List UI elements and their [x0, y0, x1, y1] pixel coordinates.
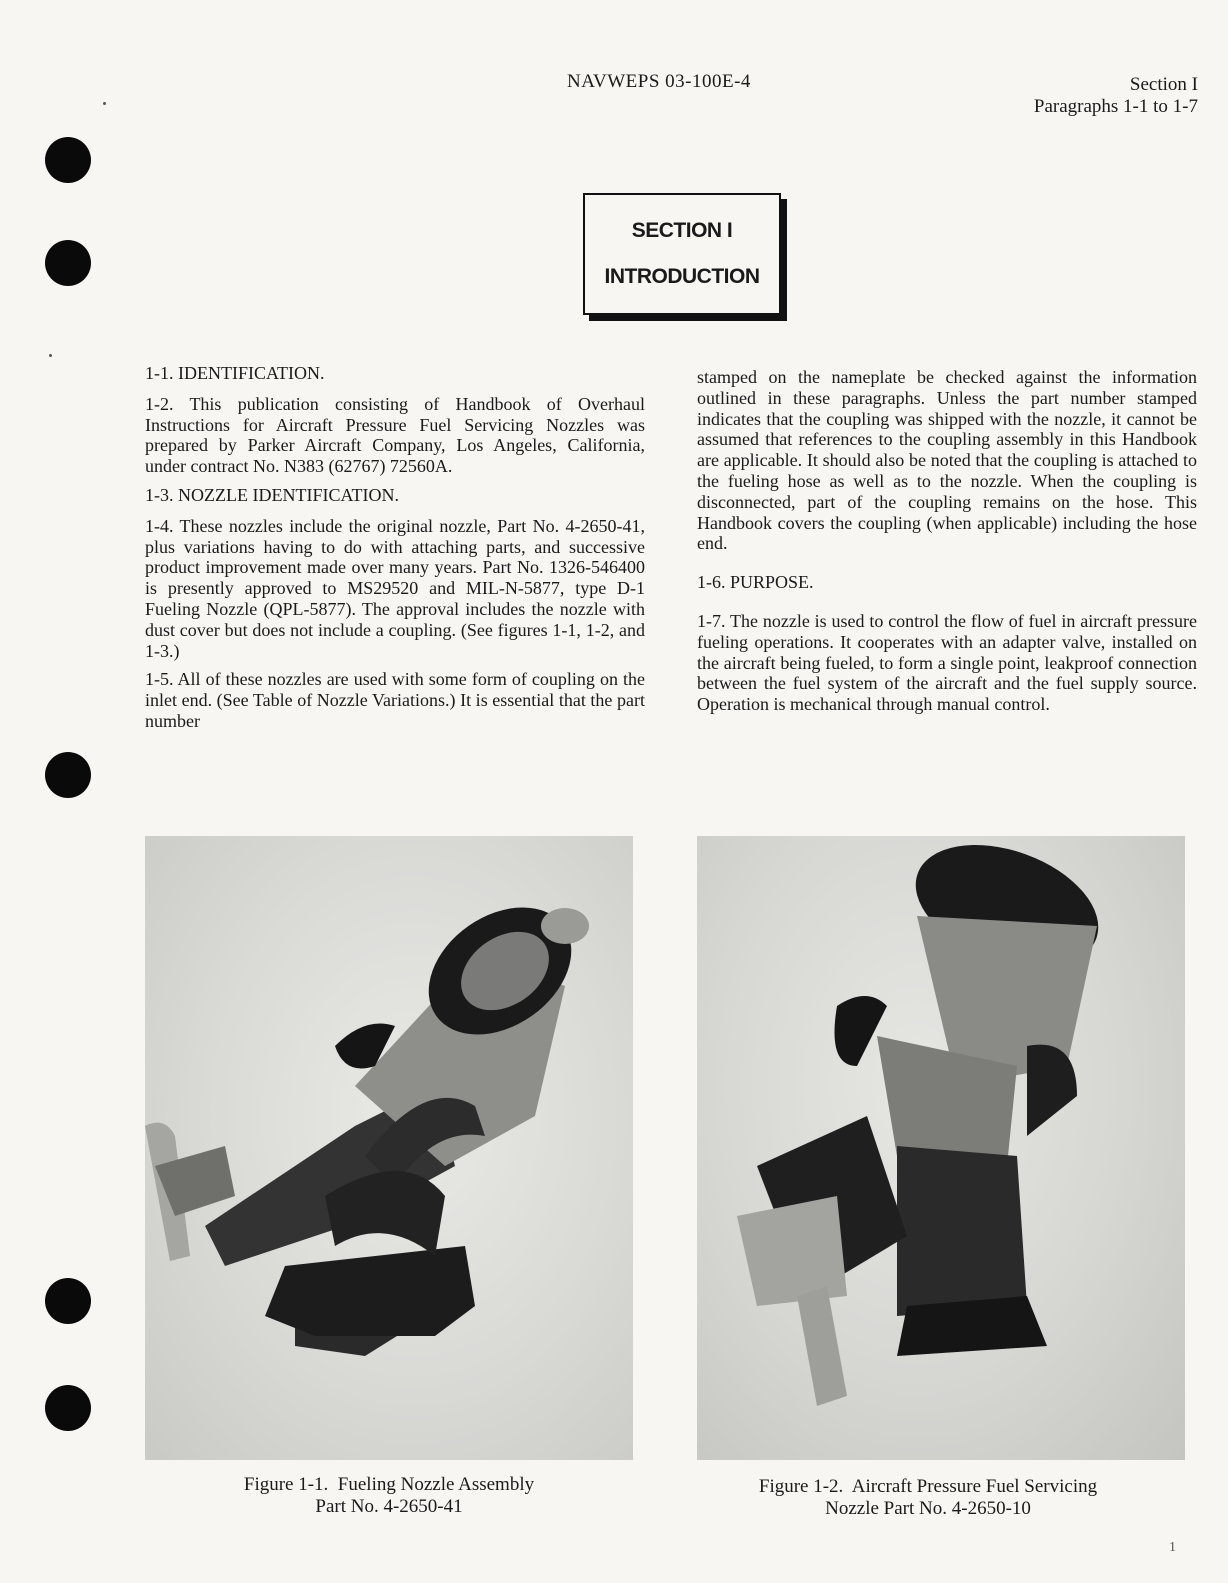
paragraphs-label: Paragraphs 1-1 to 1-7: [1033, 96, 1198, 117]
servicing-nozzle-illustration: [697, 836, 1185, 1460]
paragraph-1-7: 1-7. The nozzle is used to control the flow of fuel in aircraft pressure fueling operations. It cooperates with an adapter valve, installed on the aircraft being fueled, to form a single point, leakproof connection between the fuel system of the aircraft and the fuel supply source. Operation is mechanical through manual control.: [697, 610, 1197, 715]
fueling-nozzle-illustration: [145, 836, 633, 1460]
punch-hole: [45, 1385, 91, 1431]
figure-1-2-caption-line1: Figure 1-2. Aircraft Pressure Fuel Servicing: [758, 1476, 1098, 1497]
section-title-box: [583, 193, 781, 315]
scan-speck: [49, 354, 52, 357]
punch-hole: [45, 752, 91, 798]
figure-1-1-caption-line1: Figure 1-1. Fueling Nozzle Assembly: [243, 1474, 535, 1495]
heading-identification: 1-1. IDENTIFICATION.: [145, 363, 325, 383]
paragraph-1-5-continued: stamped on the nameplate be checked against the information outlined in these paragraphs. Unless the part number stamped indicates that the coupling was shipped with the nozzle, it cannot be assumed that references to the coupling assembly in this Handbook are applicable. It should also be noted that the coupling is attached to the fueling hose as well as to the nozzle. When the coupling is disconnected, part of the coupling remains on the hose. This Handbook covers the coupling (when applicable) including the hose end.: [697, 367, 1197, 554]
figure-1-1-caption-line2: Part No. 4-2650-41: [315, 1496, 463, 1517]
paragraph-1-5: 1-5. All of these nozzles are used with some form of coupling on the inlet end. (See Table of Nozzle Variations.) It is essential that the part number: [145, 669, 645, 731]
section-number: SECTION I: [631, 219, 733, 242]
section-title: INTRODUCTION: [604, 265, 760, 288]
paragraph-1-4: 1-4. These nozzles include the original nozzle, Part No. 4-2650-41, plus variations having to do with attaching parts, and successive product improvement made over many years. Part No. 1326-546400 is presently approved to MS29520 and MIL-N-5877, type D-1 Fueling Nozzle (QPL-5877). The approval includes the nozzle with dust cover but does not include a coupling. (See figures 1-1, 1-2, and 1-3.): [145, 515, 645, 661]
scan-speck: [103, 102, 106, 105]
document-number: NAVWEPS 03-100E-4: [567, 71, 751, 92]
punch-hole: [45, 1278, 91, 1324]
figure-1-2-photo: [697, 836, 1185, 1460]
page-number: 1: [1169, 1540, 1176, 1555]
figure-1-1-caption: [139, 1474, 639, 1518]
paragraph-1-2: 1-2. This publication consisting of Handbook of Overhaul Instructions for Aircraft Pressure Fuel Servicing Nozzles was prepared by Parker Aircraft Company, Los Angeles, California, under contract No. N383 (62767) 72560A.: [145, 393, 645, 477]
section-reference: [1034, 74, 1198, 118]
punch-hole: [45, 240, 91, 286]
heading-nozzle-identification: 1-3. NOZZLE IDENTIFICATION.: [145, 484, 399, 505]
section-label: Section I: [1129, 74, 1198, 95]
figure-1-2-caption-line2: Nozzle Part No. 4-2650-10: [825, 1498, 1031, 1519]
heading-purpose: 1-6. PURPOSE.: [697, 572, 814, 593]
right-text-column: [697, 367, 1197, 723]
figure-1-1-photo: [145, 836, 633, 1460]
punch-hole: [45, 137, 91, 183]
figure-1-2-caption: [678, 1476, 1178, 1520]
left-text-column: [145, 363, 645, 740]
